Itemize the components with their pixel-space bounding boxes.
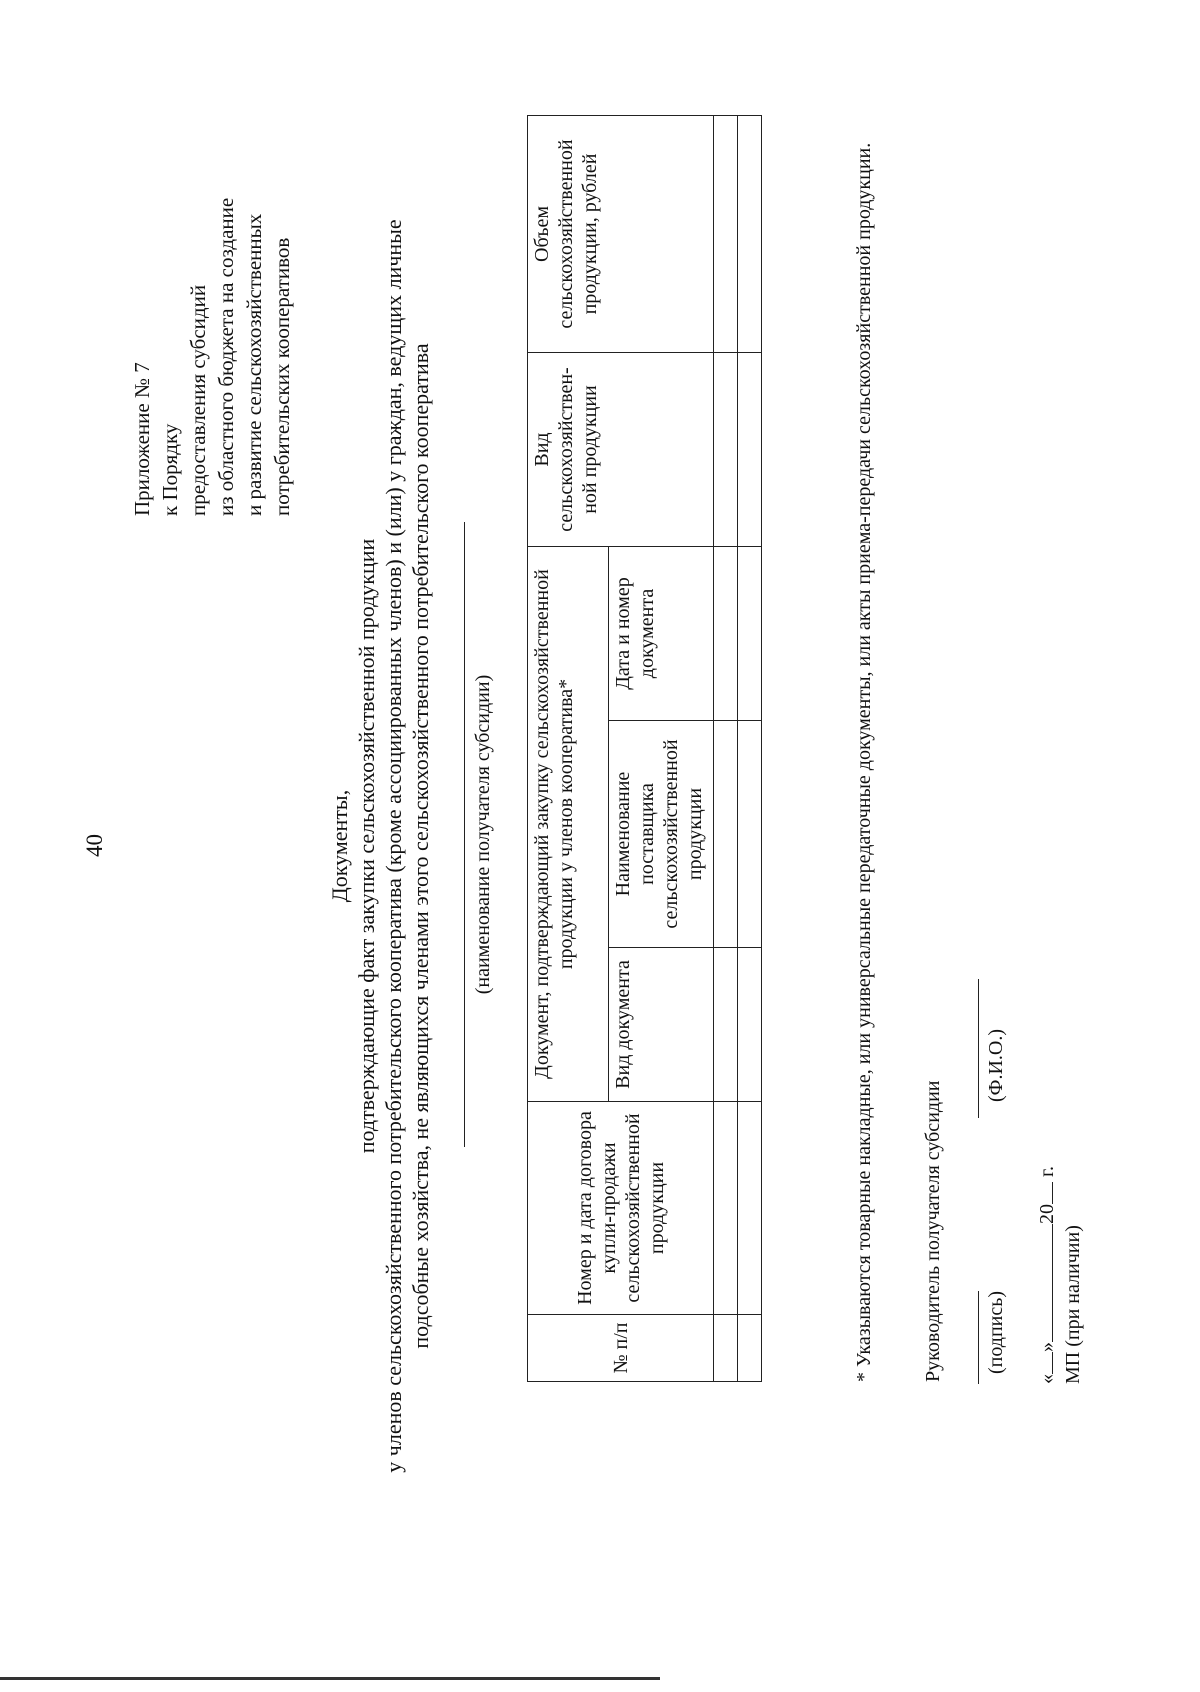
table-cell: [738, 721, 762, 948]
head-label: Руководитель получателя субсидии: [922, 1080, 944, 1382]
table-cell: [714, 948, 738, 1102]
page-number: 40: [82, 834, 107, 857]
table-cell: [714, 1102, 738, 1315]
signature-caption: (подпись): [985, 1290, 1007, 1374]
appendix-line: потребительских кооперативов: [270, 237, 294, 516]
table-header-row: [528, 116, 609, 1382]
appendix-line: к Порядку: [158, 423, 182, 516]
table-cell: [714, 721, 738, 948]
header-cell-supplier: Наименование поставщика сельскохозяйственной продукции: [609, 721, 714, 948]
table-cell: [738, 353, 762, 547]
header-cell-contract: Номер и дата договора купли-продажи сельскохозяйственной продукции: [528, 1102, 714, 1315]
date-open-quote: «: [1036, 1374, 1058, 1384]
table-cell: [738, 1102, 762, 1315]
year-prefix: 20: [1036, 1204, 1058, 1224]
fio-line: [978, 979, 979, 1118]
title-line: Документы,: [327, 789, 352, 903]
year-suffix: г.: [1036, 1166, 1058, 1177]
appendix-line: из областного бюджета на создание: [214, 197, 238, 516]
header-cell-document-date: Дата и номер документа: [609, 547, 714, 721]
date-line-block: [1036, 1166, 1059, 1384]
table-cell: [738, 547, 762, 721]
appendix-line: Приложение № 7: [130, 362, 154, 516]
title-line: подсобные хозяйства, не являющихся членами этого сельскохозяйственного потребительского кооператива: [408, 343, 433, 1349]
recipient-caption: (наименование получателя субсидии): [472, 674, 494, 995]
date-close-quote: »: [1036, 1342, 1058, 1352]
header-cell-number: № п/п: [528, 1315, 714, 1382]
header-cell-confirming-document: Документ, подтверждающий закупку сельскохозяйственной продукции у членов кооператива*: [528, 547, 609, 1102]
table-cell: [714, 1315, 738, 1382]
header-cell-product-type: Вид сельскохозяйствен-ной продукции: [528, 353, 714, 547]
table-row: [714, 116, 738, 1382]
footnote: * Указываются товарные накладные, или универсальные передаточные документы, или акты приема-передачи сельскохозяйственной продукции.: [853, 142, 875, 1382]
table-cell: [738, 948, 762, 1102]
table-cell: [714, 353, 738, 547]
stamp-label: МП (при наличии): [1062, 1225, 1084, 1384]
header-cell-volume: Объем сельскохозяйственной продукции, рублей: [528, 116, 714, 353]
header-cell-document-type: Вид документа: [609, 948, 714, 1102]
fio-caption: (Ф.И.О.): [985, 1028, 1007, 1102]
recipient-name-line: [464, 522, 465, 1147]
title-line: подтверждающие факт закупки сельскохозяйственной продукции: [354, 538, 379, 1154]
appendix-line: и развитие сельскохозяйственных: [242, 213, 266, 516]
documents-table: [527, 115, 762, 1382]
table-cell: [714, 116, 738, 353]
table-row: [738, 116, 762, 1382]
document-title: [326, 0, 434, 1692]
appendix-line: предоставления субсидий: [186, 284, 210, 516]
appendix-block: [128, 198, 296, 516]
table-cell: [738, 1315, 762, 1382]
title-line: у членов сельскохозяйственного потребительского кооператива (кроме ассоциированных членов) и (или) у граждан, ведущих личные: [381, 219, 406, 1473]
signature-line: [978, 1291, 979, 1384]
table-cell: [738, 116, 762, 353]
scan-edge-line: [0, 1677, 660, 1680]
table-cell: [714, 547, 738, 721]
